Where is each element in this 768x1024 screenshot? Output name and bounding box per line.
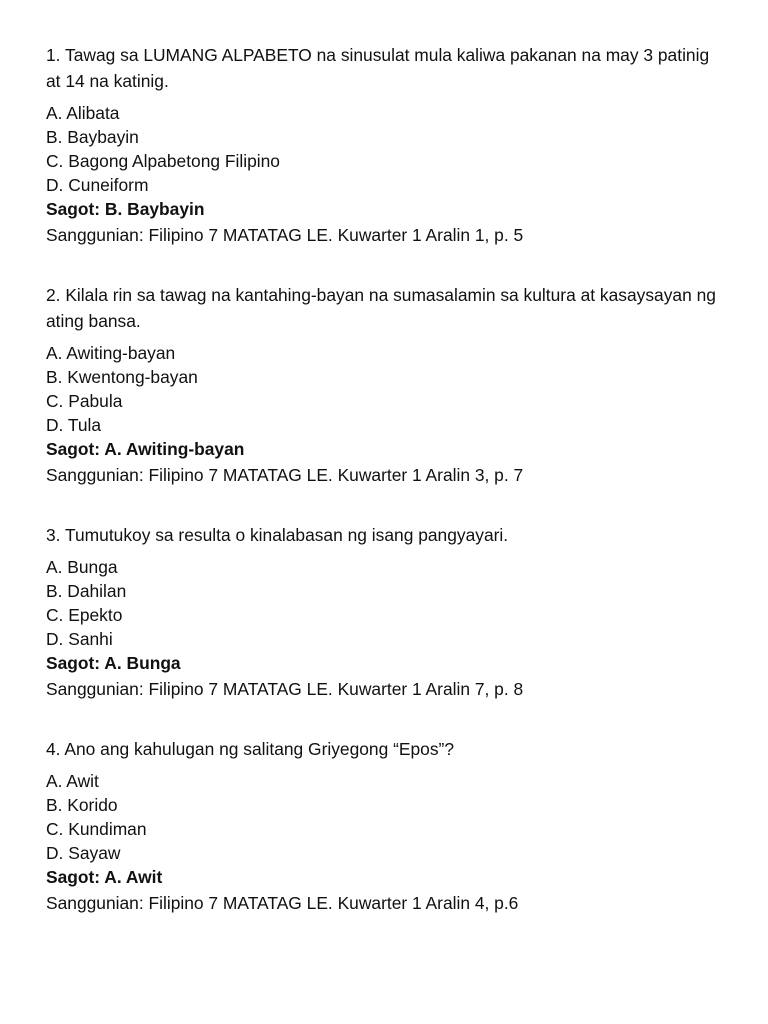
answer: Sagot: A. Awit <box>46 867 163 887</box>
question-4 <box>46 736 728 917</box>
choice-d: D. Cuneiform <box>46 175 149 195</box>
choice-list <box>46 341 728 437</box>
choice-b: B. Dahilan <box>46 581 127 601</box>
reference: Sanggunian: Filipino 7 MATATAG LE. Kuwarter 1 Aralin 3, p. 7 <box>46 465 524 485</box>
question-text: 2. Kilala rin sa tawag na kantahing-bayan na sumasalamin sa kultura at kasaysayan ng ating bansa. <box>46 285 716 331</box>
answer: Sagot: A. Bunga <box>46 653 181 673</box>
choice-d: D. Tula <box>46 415 102 435</box>
choice-d: D. Sayaw <box>46 843 121 863</box>
answer: Sagot: A. Awiting-bayan <box>46 439 245 459</box>
question-text: 3. Tumutukoy sa resulta o kinalabasan ng isang pangyayari. <box>46 525 509 545</box>
answer: Sagot: B. Baybayin <box>46 199 205 219</box>
choice-a: A. Awit <box>46 771 99 791</box>
choice-a: A. Bunga <box>46 557 118 577</box>
question-text: 4. Ano ang kahulugan ng salitang Griyegong “Epos”? <box>46 739 455 759</box>
question-1 <box>46 42 728 249</box>
choice-b: B. Baybayin <box>46 127 139 147</box>
question-3 <box>46 522 728 703</box>
choice-d: D. Sanhi <box>46 629 113 649</box>
question-text: 1. Tawag sa LUMANG ALPABETO na sinusulat mula kaliwa pakanan na may 3 patinig at 14 na katinig. <box>46 45 710 91</box>
reference: Sanggunian: Filipino 7 MATATAG LE. Kuwarter 1 Aralin 1, p. 5 <box>46 225 524 245</box>
question-2 <box>46 282 728 489</box>
choice-list <box>46 555 728 651</box>
choice-list <box>46 101 728 197</box>
reference: Sanggunian: Filipino 7 MATATAG LE. Kuwarter 1 Aralin 4, p.6 <box>46 893 519 913</box>
choice-c: C. Bagong Alpabetong Filipino <box>46 151 280 171</box>
choice-a: A. Awiting-bayan <box>46 343 176 363</box>
choice-list <box>46 769 728 865</box>
choice-c: C. Epekto <box>46 605 123 625</box>
choice-b: B. Korido <box>46 795 118 815</box>
reference: Sanggunian: Filipino 7 MATATAG LE. Kuwarter 1 Aralin 7, p. 8 <box>46 679 524 699</box>
choice-c: C. Kundiman <box>46 819 147 839</box>
choice-a: A. Alibata <box>46 103 120 123</box>
choice-b: B. Kwentong-bayan <box>46 367 198 387</box>
choice-c: C. Pabula <box>46 391 123 411</box>
